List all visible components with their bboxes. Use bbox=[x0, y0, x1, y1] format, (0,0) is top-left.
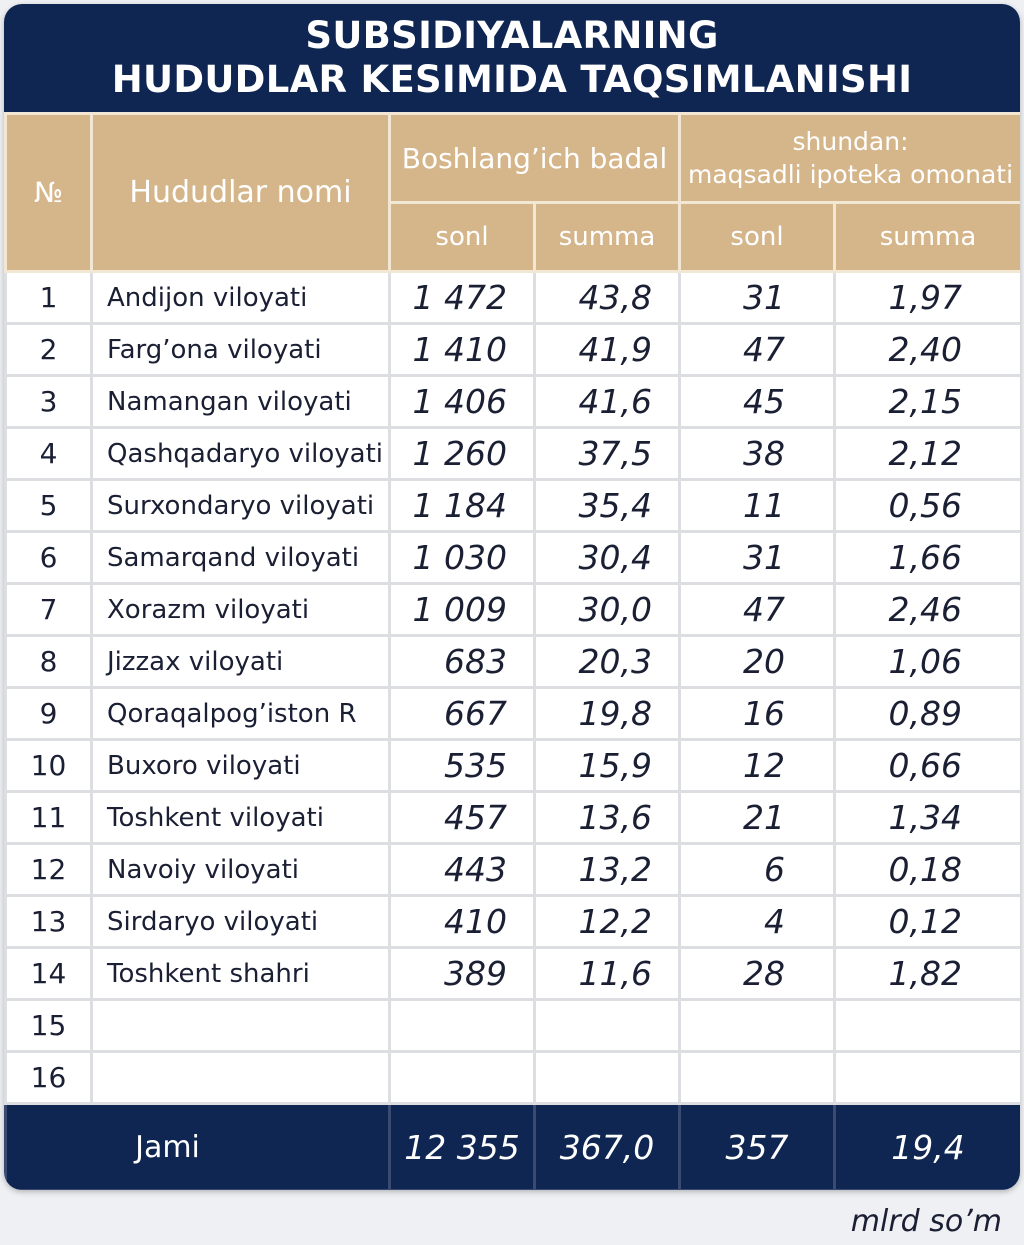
subsidy-table-card bbox=[4, 4, 1020, 1190]
mortgage-count: 20 bbox=[680, 636, 835, 688]
header-mortgage-line-2: maqsadli ipoteka omonati bbox=[687, 160, 1014, 189]
initial-count: 683 bbox=[390, 636, 535, 688]
row-number: 9 bbox=[6, 688, 92, 740]
initial-sum: 13,6 bbox=[535, 792, 680, 844]
mortgage-sum: 1,06 bbox=[835, 636, 1021, 688]
total-label: Jami bbox=[6, 1104, 390, 1191]
initial-sum: 19,8 bbox=[535, 688, 680, 740]
total-mortgage-sum: 19,4 bbox=[835, 1104, 1021, 1191]
initial-count: 1 410 bbox=[390, 324, 535, 376]
header-initial-sum: summa bbox=[535, 203, 680, 272]
region-name: Andijon viloyati bbox=[92, 272, 390, 324]
initial-sum: 30,4 bbox=[535, 532, 680, 584]
initial-sum: 30,0 bbox=[535, 584, 680, 636]
header-mortgage-sum: summa bbox=[835, 203, 1021, 272]
mortgage-count: 28 bbox=[680, 948, 835, 1000]
row-number: 14 bbox=[6, 948, 92, 1000]
mortgage-sum: 2,12 bbox=[835, 428, 1021, 480]
row-number: 12 bbox=[6, 844, 92, 896]
table-row bbox=[6, 532, 1021, 584]
mortgage-count bbox=[680, 1052, 835, 1104]
initial-count: 1 472 bbox=[390, 272, 535, 324]
mortgage-count: 4 bbox=[680, 896, 835, 948]
table-row bbox=[6, 428, 1021, 480]
region-name: Jizzax viloyati bbox=[92, 636, 390, 688]
mortgage-sum: 0,66 bbox=[835, 740, 1021, 792]
table-row bbox=[6, 1000, 1021, 1052]
row-number: 5 bbox=[6, 480, 92, 532]
row-number: 3 bbox=[6, 376, 92, 428]
table-row bbox=[6, 324, 1021, 376]
header-mortgage-line-1: shundan: bbox=[792, 127, 909, 156]
initial-count: 1 030 bbox=[390, 532, 535, 584]
row-number: 2 bbox=[6, 324, 92, 376]
initial-sum: 15,9 bbox=[535, 740, 680, 792]
region-name: Namangan viloyati bbox=[92, 376, 390, 428]
table-row bbox=[6, 272, 1021, 324]
initial-sum: 13,2 bbox=[535, 844, 680, 896]
row-number: 11 bbox=[6, 792, 92, 844]
region-name: Qoraqalpog’iston R bbox=[92, 688, 390, 740]
region-name: Toshkent viloyati bbox=[92, 792, 390, 844]
region-name: Farg’ona viloyati bbox=[92, 324, 390, 376]
initial-count bbox=[390, 1052, 535, 1104]
mortgage-count: 31 bbox=[680, 532, 835, 584]
table-row bbox=[6, 688, 1021, 740]
initial-count: 1 184 bbox=[390, 480, 535, 532]
mortgage-sum: 0,12 bbox=[835, 896, 1021, 948]
mortgage-sum: 1,97 bbox=[835, 272, 1021, 324]
row-number: 15 bbox=[6, 1000, 92, 1052]
initial-sum: 43,8 bbox=[535, 272, 680, 324]
row-number: 7 bbox=[6, 584, 92, 636]
row-number: 13 bbox=[6, 896, 92, 948]
region-name bbox=[92, 1000, 390, 1052]
table-row bbox=[6, 584, 1021, 636]
table-row bbox=[6, 740, 1021, 792]
total-initial-sum: 367,0 bbox=[535, 1104, 680, 1191]
table-row bbox=[6, 376, 1021, 428]
initial-sum: 11,6 bbox=[535, 948, 680, 1000]
initial-count: 1 406 bbox=[390, 376, 535, 428]
initial-count: 457 bbox=[390, 792, 535, 844]
region-name: Qashqadaryo viloyati bbox=[92, 428, 390, 480]
mortgage-count: 12 bbox=[680, 740, 835, 792]
region-name: Sirdaryo viloyati bbox=[92, 896, 390, 948]
mortgage-count bbox=[680, 1000, 835, 1052]
mortgage-sum: 0,56 bbox=[835, 480, 1021, 532]
initial-count: 535 bbox=[390, 740, 535, 792]
mortgage-sum: 1,66 bbox=[835, 532, 1021, 584]
mortgage-sum: 2,40 bbox=[835, 324, 1021, 376]
initial-sum: 41,6 bbox=[535, 376, 680, 428]
initial-sum bbox=[535, 1052, 680, 1104]
region-name: Surxondaryo viloyati bbox=[92, 480, 390, 532]
header-number: № bbox=[6, 114, 92, 272]
initial-count: 1 009 bbox=[390, 584, 535, 636]
mortgage-sum bbox=[835, 1052, 1021, 1104]
region-name: Toshkent shahri bbox=[92, 948, 390, 1000]
header-mortgage-count: sonl bbox=[680, 203, 835, 272]
region-name bbox=[92, 1052, 390, 1104]
unit-label: mlrd so’m bbox=[850, 1204, 1002, 1239]
table-row bbox=[6, 480, 1021, 532]
mortgage-count: 21 bbox=[680, 792, 835, 844]
initial-sum: 12,2 bbox=[535, 896, 680, 948]
region-name: Navoiy viloyati bbox=[92, 844, 390, 896]
mortgage-sum bbox=[835, 1000, 1021, 1052]
mortgage-count: 45 bbox=[680, 376, 835, 428]
mortgage-count: 31 bbox=[680, 272, 835, 324]
title-line-2: HUDUDLAR KESIMIDA TAQSIMLANISHI bbox=[111, 58, 913, 101]
table-row bbox=[6, 792, 1021, 844]
total-mortgage-count: 357 bbox=[680, 1104, 835, 1191]
mortgage-sum: 1,34 bbox=[835, 792, 1021, 844]
initial-count bbox=[390, 1000, 535, 1052]
initial-count: 443 bbox=[390, 844, 535, 896]
region-name: Xorazm viloyati bbox=[92, 584, 390, 636]
subsidy-distribution-table bbox=[4, 112, 1020, 1190]
mortgage-count: 16 bbox=[680, 688, 835, 740]
row-number: 8 bbox=[6, 636, 92, 688]
row-number: 16 bbox=[6, 1052, 92, 1104]
row-number: 1 bbox=[6, 272, 92, 324]
mortgage-sum: 0,89 bbox=[835, 688, 1021, 740]
header-region-name: Hududlar nomi bbox=[92, 114, 390, 272]
mortgage-count: 47 bbox=[680, 324, 835, 376]
initial-count: 410 bbox=[390, 896, 535, 948]
mortgage-count: 11 bbox=[680, 480, 835, 532]
initial-count: 389 bbox=[390, 948, 535, 1000]
table-title bbox=[4, 4, 1020, 112]
table-row bbox=[6, 896, 1021, 948]
mortgage-count: 47 bbox=[680, 584, 835, 636]
row-number: 6 bbox=[6, 532, 92, 584]
table-row bbox=[6, 636, 1021, 688]
total-initial-count: 12 355 bbox=[390, 1104, 535, 1191]
initial-count: 1 260 bbox=[390, 428, 535, 480]
mortgage-sum: 2,15 bbox=[835, 376, 1021, 428]
mortgage-count: 6 bbox=[680, 844, 835, 896]
region-name: Buxoro viloyati bbox=[92, 740, 390, 792]
header-initial-payment: Boshlang’ich badal bbox=[390, 114, 680, 203]
total-row bbox=[6, 1104, 1021, 1191]
initial-sum: 20,3 bbox=[535, 636, 680, 688]
header-mortgage-deposit bbox=[680, 114, 1021, 203]
mortgage-sum: 0,18 bbox=[835, 844, 1021, 896]
row-number: 10 bbox=[6, 740, 92, 792]
table-row bbox=[6, 948, 1021, 1000]
initial-sum: 37,5 bbox=[535, 428, 680, 480]
table-row bbox=[6, 844, 1021, 896]
region-name: Samarqand viloyati bbox=[92, 532, 390, 584]
row-number: 4 bbox=[6, 428, 92, 480]
initial-sum bbox=[535, 1000, 680, 1052]
initial-sum: 41,9 bbox=[535, 324, 680, 376]
title-line-1: SUBSIDIYALARNING bbox=[305, 14, 719, 57]
initial-count: 667 bbox=[390, 688, 535, 740]
header-initial-count: sonl bbox=[390, 203, 535, 272]
initial-sum: 35,4 bbox=[535, 480, 680, 532]
mortgage-sum: 2,46 bbox=[835, 584, 1021, 636]
mortgage-count: 38 bbox=[680, 428, 835, 480]
mortgage-sum: 1,82 bbox=[835, 948, 1021, 1000]
table-row bbox=[6, 1052, 1021, 1104]
